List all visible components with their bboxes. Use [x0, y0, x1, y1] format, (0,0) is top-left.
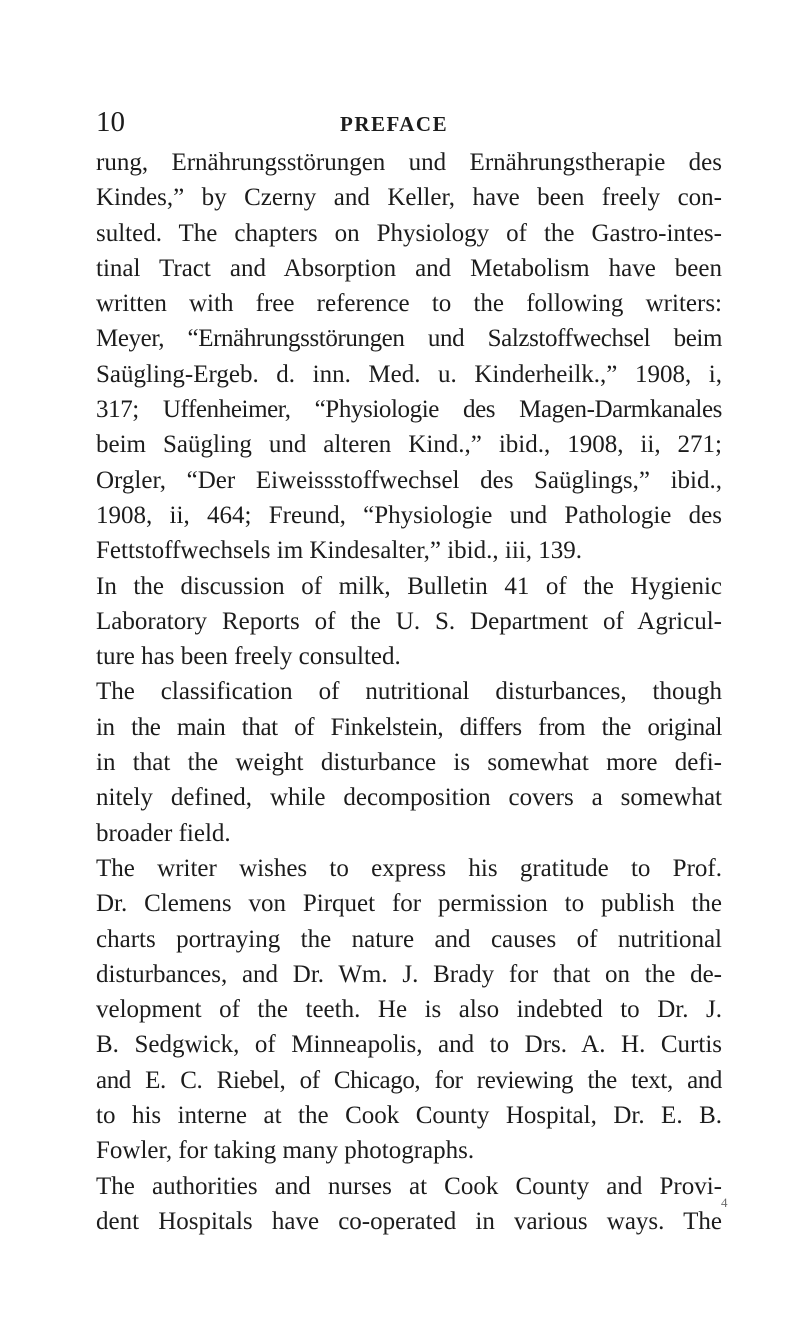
text-line: disturbances, and Dr. Wm. J. Brady for that on the de-	[96, 960, 722, 988]
text-line: The classification of nutritional disturbances, though	[96, 678, 722, 706]
text-line: in the main that of Finkelstein, differs from the original	[96, 713, 722, 741]
text-line: in that the weight disturbance is somewhat more defi-	[96, 749, 722, 777]
text-line: Fowler, for taking many photographs.	[96, 1137, 475, 1165]
text-line: ture has been freely consulted.	[96, 643, 401, 671]
text-line: written with free reference to the following writers:	[96, 290, 722, 318]
text-line: 1908, ii, 464; Freund, “Physiologie und Pathologie des	[96, 501, 722, 529]
text-line: The authorities and nurses at Cook County and Provi-	[96, 1172, 722, 1200]
text-line: In the discussion of milk, Bulletin 41 of the Hygienic	[96, 572, 722, 600]
text-line: Meyer, “Ernährungsstörungen und Salzstoffwechsel beim	[96, 325, 722, 353]
text-line: rung, Ernährungsstörungen und Ernährungstherapie des	[96, 149, 722, 176]
text-line: Saügling-Ergeb. d. inn. Med. u. Kinderheilk.,” 1908, i,	[96, 360, 722, 388]
text-line: Fettstoffwechsels im Kindesalter,” ibid., iii, 139.	[96, 537, 582, 565]
text-line: dent Hospitals have co-operated in various ways. The	[96, 1207, 722, 1235]
text-line: to his interne at the Cook County Hospital, Dr. E. B.	[96, 1102, 722, 1130]
text-line: beim Saügling und alteren Kind.,” ibid., 1908, ii, 271;	[96, 431, 722, 459]
page-mark: 4	[721, 1195, 728, 1210]
text-line: broader field.	[96, 819, 231, 847]
text-line: Kindes,” by Czerny and Keller, have been freely con-	[96, 184, 722, 212]
text-line: nitely defined, while decomposition covers a somewhat	[96, 784, 722, 812]
text-line: Orgler, “Der Eiweissstoffwechsel des Saüglings,” ibid.,	[96, 466, 722, 494]
text-line: charts portraying the nature and causes of nutritional	[96, 925, 722, 953]
page-number: 10	[96, 106, 125, 138]
text-line: sulted. The chapters on Physiology of the Gastro-intes-	[96, 219, 722, 247]
running-head: PREFACE	[340, 112, 449, 136]
text-line: B. Sedgwick, of Minneapolis, and to Drs. A. H. Curtis	[96, 1031, 722, 1059]
text-line: The writer wishes to express his gratitude to Prof.	[96, 854, 722, 882]
text-line: Laboratory Reports of the U. S. Department of Agricul-	[96, 607, 722, 635]
text-line: and E. C. Riebel, of Chicago, for reviewing the text, and	[96, 1066, 722, 1094]
page-header	[96, 106, 721, 142]
text-line: Dr. Clemens von Pirquet for permission to publish the	[96, 890, 722, 918]
text-line: tinal Tract and Absorption and Metabolism have been	[96, 254, 722, 282]
text-line: velopment of the teeth. He is also indebted to Dr. J.	[96, 996, 722, 1024]
body-text	[96, 145, 722, 1239]
text-line: 317; Uffenheimer, “Physiologie des Magen-Darmkanales	[96, 396, 722, 424]
